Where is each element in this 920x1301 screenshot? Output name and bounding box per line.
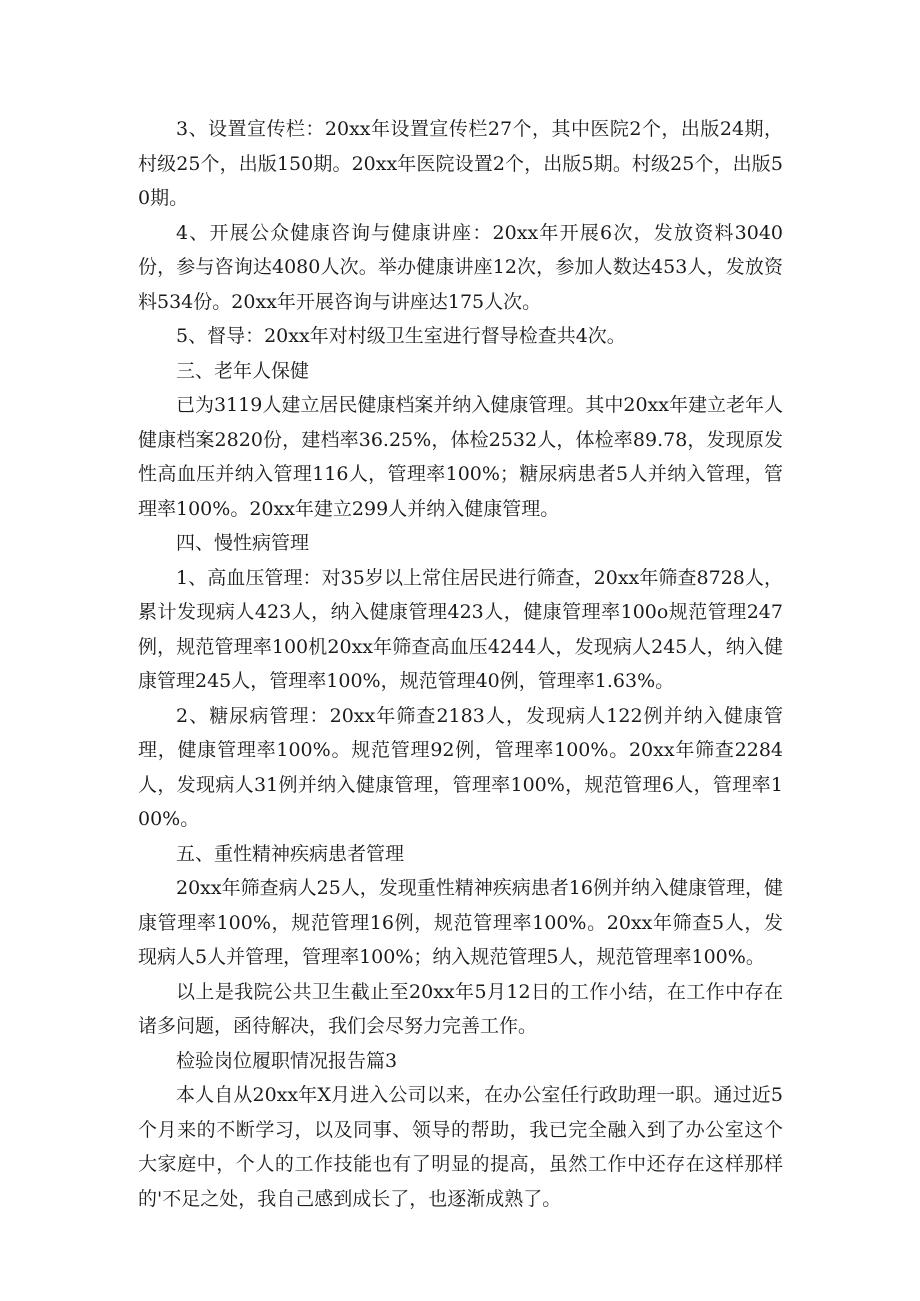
paragraph-hypertension: 1、高血压管理：对35岁以上常住居民进行筛查，20xx年筛查8728人，累计发现病人423人，纳入健康管理423人，健康管理率100o规范管理247例，规范管理率100机20xx年筛查高血压4244人，发现病人245人，纳入健康管理245人，管理率100%，规范管理40例，管理率1.63%。 [138, 566, 783, 692]
paragraph-mental-illness: 20xx年筛查病人25人，发现重性精神疾病患者16例并纳入健康管理，健康管理率100%，规范管理16例，规范管理率100%。20xx年筛查5人，发现病人5人并管理，管理率100%；纳入规范管理5人，规范管理率100%。 [138, 877, 783, 968]
heading-report-part3: 检验岗位履职情况报告篇3 [176, 1049, 398, 1072]
paragraph-diabetes: 2、糖尿病管理：20xx年筛查2183人，发现病人122例并纳入健康管理，健康管理率100%。规范管理92例，管理率100%。20xx年筛查2284人，发现病人31例并纳入健康管理，管理率100%，规范管理6人，管理率100%。 [138, 704, 783, 830]
paragraph-supervision: 5、督导：20xx年对村级卫生室进行督导检查共4次。 [176, 325, 626, 347]
heading-mental-illness: 五、重性精神疾病患者管理 [176, 842, 405, 865]
heading-elderly-care: 三、老年人保健 [176, 359, 310, 382]
paragraph-personal-intro: 本人自从20xx年X月进入公司以来，在办公室任行政助理一职。通过近5个月来的不断学习，以及同事、领导的帮助，我已完全融入到了办公室这个大家庭中，个人的工作技能也有了明显的提高，虽然工作中还存在这样那样的'不足之处，我自己感到成长了，也逐渐成熟了。 [138, 1084, 783, 1210]
paragraph-summary: 以上是我院公共卫生截止至20xx年5月12日的工作小结，在工作中存在诸多问题，函待解决，我们会尽努力完善工作。 [138, 980, 783, 1037]
paragraph-health-consultation: 4、开展公众健康咨询与健康讲座：20xx年开展6次，发放资料3040份，参与咨询达4080人次。举办健康讲座12次，参加人数达453人，发放资料534份。20xx年开展咨询与讲座达175人次。 [138, 221, 783, 313]
heading-chronic-disease: 四、慢性病管理 [176, 532, 310, 554]
paragraph-publicity-boards: 3、设置宣传栏：20xx年设置宣传栏27个，其中医院2个，出版24期，村级25个，出版150期。20xx年医院设置2个，出版5期。村级25个，出版50期。 [138, 118, 783, 209]
paragraph-elderly-care: 已为3119人建立居民健康档案并纳入健康管理。其中20xx年建立老年人健康档案2820份，建档率36.25%，体检2532人，体检率89.78，发现原发性高血压并纳入管理116人，管理率100%；糖尿病患者5人并纳入管理，管理率100%。20xx年建立299人并纳入健康管理。 [138, 394, 783, 520]
